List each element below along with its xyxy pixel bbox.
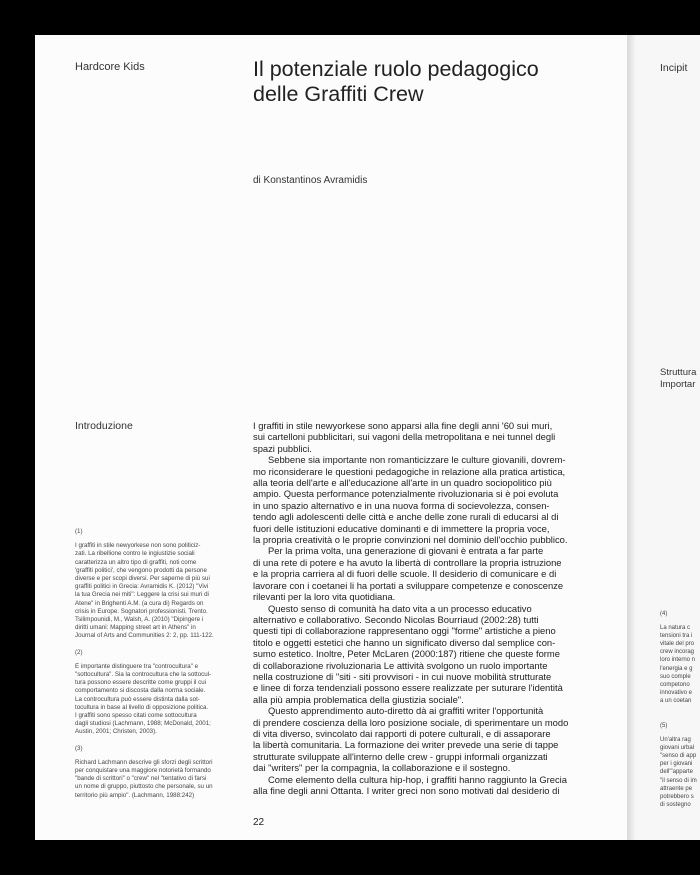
footnote-line: I graffiti in stile newyorkese non sono politiciz- bbox=[75, 542, 201, 550]
body-line: di prendere coscienza della loro posizione sociale, di sperimentare un modo bbox=[253, 716, 569, 728]
body-line: Questo apprendimento auto-diretto dà ai graffiti writer l'opportunità bbox=[268, 705, 544, 717]
footnote-line: diritti umani: Mapping street art in Athens" in bbox=[75, 624, 196, 632]
right-page-edge bbox=[635, 35, 700, 840]
title-line: delle Graffiti Crew bbox=[253, 82, 424, 106]
footnote-line: 'graffiti politici', che vengono prodotti da persone bbox=[75, 566, 207, 574]
body-line: di vita diverso, svincolato dai rapporti di potere culturali, e di assaporare bbox=[253, 727, 551, 739]
section-heading: Introduzione bbox=[75, 420, 133, 432]
footnote bbox=[75, 745, 235, 800]
body-line: I graffiti in stile newyorkese sono apparsi alla fine degli anni '60 sui muri, bbox=[253, 420, 553, 431]
body-line: mo riconsiderare le questioni pedagogiche in relazione alla pratica artistica, bbox=[253, 465, 566, 477]
footnote-number: (2) bbox=[75, 648, 83, 656]
body-line: Per la prima volta, una generazione di giovani è entrata a far parte bbox=[268, 545, 544, 557]
body-line: questi tipi di collaborazione rappresentano oggi "forme" artistiche a pieno bbox=[253, 625, 556, 637]
byline: di Konstantinos Avramidis bbox=[253, 175, 368, 186]
footnote-line: crisis in Europe. Sognatori professionisti. Trento. bbox=[75, 607, 208, 615]
footnote-line: Atene" in Brighenti A.M. (a cura di) Regards on bbox=[75, 599, 204, 607]
footnote-number: (4) bbox=[660, 611, 668, 617]
footnote-line: di sostegno bbox=[660, 801, 691, 808]
footnote-line: comportamento si discosta dalla norma sociale. bbox=[75, 687, 206, 695]
body-line: alternativo e collaborativo. Secondo Nicolas Bourriaud (2002:28) tutti bbox=[253, 613, 539, 625]
body-line: la propria creatività o le proprie convinzioni nel dominio dell'occhio pubblico. bbox=[253, 534, 568, 546]
body-line: titolo e oggetti estetici che hanno un significato diverso dal semplice con- bbox=[253, 636, 556, 648]
footnote-line: la tua Grecia nei miti": Leggere la crisi sui muri di bbox=[75, 591, 209, 599]
footnote-line: "sottocultura". Sia la controcultura che la sottocul- bbox=[75, 671, 212, 679]
body-line: dai "writers" per la compagnia, la collaborazione e il sostegno. bbox=[253, 762, 511, 774]
footnote-line: giovani urbal bbox=[660, 745, 695, 752]
footnote-line: vitale del pro bbox=[660, 641, 695, 648]
body-line: e linee di forza tendenziali possono essere realizzate per suturare l'identità bbox=[253, 682, 563, 694]
footnote-line: diverse e per scopi diversi. Per saperne di più sui bbox=[75, 575, 210, 583]
right-note-5 bbox=[660, 722, 697, 809]
footnote-line: innovativo e bbox=[660, 689, 693, 696]
article-title bbox=[253, 57, 613, 107]
footnote-line: territorio più ampio". (Lachmann, 1988:242) bbox=[75, 791, 195, 799]
footnote-line: a un coetan bbox=[660, 697, 692, 704]
footnote-line: dagli studiosi (Lachmann, 1988; McDonald, 2001; bbox=[75, 720, 211, 728]
body-line: di collaborazione rivoluzionaria Le attività svolgono un ruolo importante bbox=[253, 659, 548, 671]
footnote-line: La controcultura può essere distinta dalla sot- bbox=[75, 695, 200, 703]
left-page bbox=[35, 35, 627, 840]
body-line: fuori delle istituzioni educative dominanti e di immettere la propria voce, bbox=[253, 522, 550, 534]
body-line: in uno spazio alternativo e in una nuova forma di socievolezza, consen- bbox=[253, 499, 550, 511]
body-line: lavorare con i coetanei li ha portati a sviluppare competenze e conoscenze bbox=[253, 579, 564, 591]
footnote-line: tocultura in base al livello di opposizione politica. bbox=[75, 703, 209, 711]
footnote-line: suo comple bbox=[660, 673, 691, 680]
body-text bbox=[253, 420, 633, 796]
right-section-heading bbox=[660, 367, 696, 391]
page-number: 22 bbox=[253, 817, 265, 828]
body-line: rilevanti per la loro vita quotidiana. bbox=[253, 591, 396, 603]
body-line: Questo senso di comunità ha dato vita a un processo educativo bbox=[268, 602, 532, 614]
footnote-line: Un'altra rag bbox=[660, 737, 691, 744]
footnote bbox=[75, 528, 235, 641]
footnote-line: dell'"apparte bbox=[660, 769, 693, 776]
footnote-line: I graffiti sono spesso citati come sottocultura bbox=[75, 712, 197, 720]
body-line: sumo estetico. Inoltre, Peter McLaren (2000:187) ritiene che queste forme bbox=[253, 648, 560, 660]
body-line: Sebbene sia importante non romanticizzare le culture giovanili, dovrem- bbox=[268, 454, 566, 466]
body-line: di una rete di potere e ha avuto la libertà di controllare la propria istruzione bbox=[253, 556, 562, 568]
body-line: la libertà comunitaria. La formazione dei writer prevede una serie di tappe bbox=[253, 739, 559, 751]
body-line: ampio. Questa performance potenzialmente rivoluzionaria si è poi evoluta bbox=[253, 488, 559, 500]
body-line: Come elemento della cultura hip-hop, i graffiti hanno raggiunto la Grecia bbox=[268, 773, 567, 785]
footnote-line: crew incorag bbox=[660, 649, 695, 656]
footnote-line: per i giovani bbox=[660, 761, 693, 768]
right-running-head: Incipit bbox=[660, 62, 688, 74]
right-heading-line: Importar bbox=[660, 379, 696, 390]
footnote-line: l'energia e g bbox=[660, 665, 693, 672]
footnote-line: loro interno n bbox=[660, 657, 696, 664]
running-head: Hardcore Kids bbox=[75, 61, 145, 73]
body-line: strutturate sviluppate all'interno delle crew - gruppi informali organizzati bbox=[253, 750, 548, 762]
footnote-line: per conquistare una maggiore notorietà formando bbox=[75, 767, 211, 775]
footnote-number: (3) bbox=[75, 744, 83, 752]
body-line: nella costruzione di "siti - siti provvisori - in cui nuove mobilità strutturate bbox=[253, 670, 552, 682]
footnote-line: graffiti politici in Grecia: Avramidis K. (2012) "Vivi bbox=[75, 583, 209, 591]
footnote-line: potrebbero s bbox=[660, 793, 694, 800]
footnote-line: un nome di gruppo, piuttosto che personale, su un bbox=[75, 783, 213, 791]
right-heading-line: Struttura bbox=[660, 367, 697, 378]
footnote-line: La natura c bbox=[660, 625, 691, 632]
footnote-line: "bande di scrittori" o "crew" nel "tentativo di farsi bbox=[75, 775, 207, 783]
footnote-line: Austin, 2001; Christen, 2003). bbox=[75, 728, 157, 736]
footnotes-column bbox=[75, 528, 235, 808]
right-note-4 bbox=[660, 610, 695, 705]
footnote-line: È importante distinguere tra "controcultura" e bbox=[75, 662, 199, 670]
footnote-number: (5) bbox=[660, 723, 668, 729]
book-gutter bbox=[627, 35, 635, 840]
footnote-line: attraente pe bbox=[660, 785, 693, 792]
footnote-line: Tsilimpounidi, M., Walsh, A. (2010) "Dipingere i bbox=[75, 616, 204, 624]
body-line: sui cartelloni pubblicitari, sui vagoni della metropolitana e nei tunnel degli bbox=[253, 431, 556, 443]
footnote-line: Journal of Arts and Communities 2: 2, pp. 111-122. bbox=[75, 632, 214, 640]
body-line: alla più ampia problematica della giustizia sociale". bbox=[253, 693, 464, 705]
footnote-line: tensioni tra i bbox=[660, 633, 693, 640]
body-line: e la propria carriera al di fuori delle scuole. Il desiderio di comunicare e di bbox=[253, 568, 557, 580]
footnote-line: "senso di app bbox=[660, 753, 697, 760]
footnote-number: (1) bbox=[75, 528, 83, 535]
footnote-line: "il senso di im bbox=[660, 777, 697, 784]
body-line: alla fine degli anni Ottanta. I writer greci non sono motivati dal desiderio di bbox=[253, 785, 560, 796]
footnote bbox=[75, 649, 235, 737]
footnote-line: caratterizza un altro tipo di graffiti, noti come bbox=[75, 558, 197, 566]
body-line: tendo agli adolescenti delle città e anche delle zone rurali di educarsi al di bbox=[253, 511, 559, 523]
body-line: alla teoria dell'arte e all'educazione all'arte in un quadro sociopolitico più bbox=[253, 477, 552, 489]
footnote-line: tura possono essere descritte come gruppi il cui bbox=[75, 679, 207, 687]
footnote-line: competono bbox=[660, 681, 690, 688]
footnote-line: Richard Lachmann descrive gli sforzi degli scrittori bbox=[75, 758, 213, 766]
body-line: spazi pubblici. bbox=[253, 442, 312, 454]
footnote-line: zati. La ribellione contro le ingiustizie sociali bbox=[75, 550, 195, 558]
title-line: Il potenziale ruolo pedagogico bbox=[253, 57, 539, 81]
